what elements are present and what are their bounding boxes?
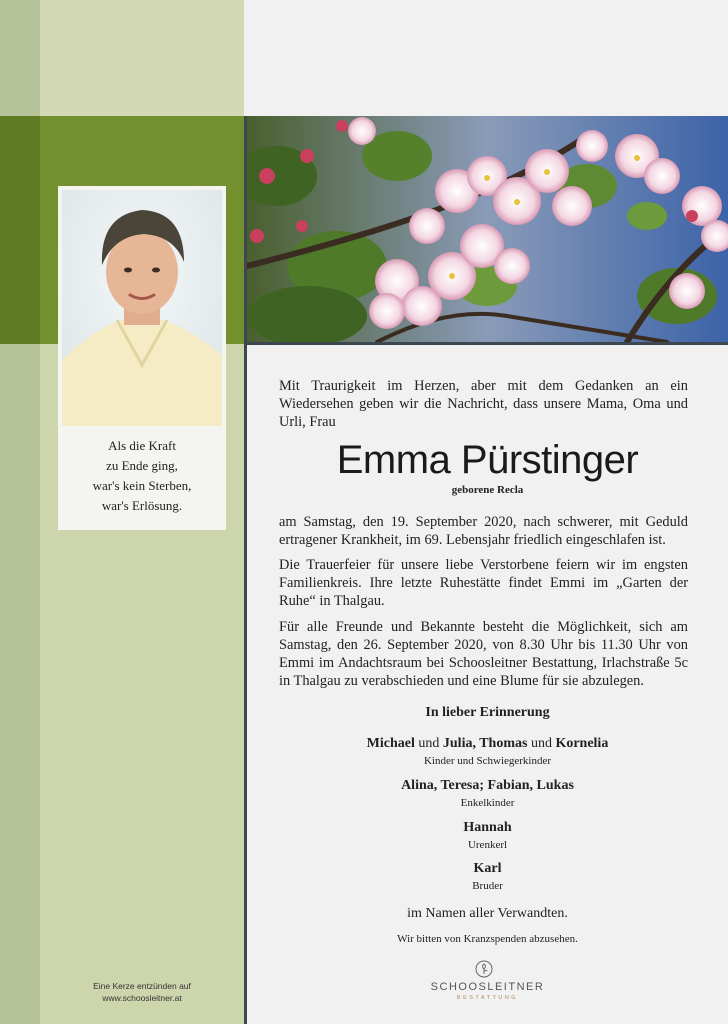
logo-name: SCHOOSLEITNER — [430, 981, 545, 993]
deceased-name: Emma Pürstinger — [336, 438, 639, 482]
great-grandchild-relation: Urenkerl — [467, 839, 508, 851]
quote-line: war's kein Sterben, — [92, 478, 192, 493]
candle-footer — [40, 980, 244, 1004]
memory-heading: In lieber Erinnerung — [425, 705, 550, 720]
child-name: Michael — [366, 736, 415, 751]
memorial-quote — [58, 436, 226, 516]
top-white-area — [247, 0, 728, 116]
child-name: Julia, Thomas — [442, 736, 528, 751]
great-grandchild-name: Hannah — [463, 820, 512, 835]
portrait-photo — [62, 190, 222, 426]
brother-name: Karl — [473, 861, 502, 876]
wreath-request: Wir bitten von Kranzspenden abzusehen. — [397, 933, 578, 945]
candle-text: Eine Kerze entzünden auf — [93, 981, 191, 991]
maiden-name: geborene Recla — [451, 484, 524, 496]
quote-line: Als die Kraft — [108, 438, 176, 453]
children-names — [247, 736, 728, 752]
candle-link[interactable]: www.schoosleitner.at — [102, 993, 182, 1003]
quote-line: zu Ende ging, — [106, 458, 178, 473]
horizontal-divider — [244, 342, 728, 345]
conjunction: und — [527, 736, 556, 751]
olive-dark-strip — [0, 116, 40, 344]
grandchildren-relation: Enkelkinder — [460, 797, 515, 809]
grandchildren-names: Alina, Teresa; Fabian, Lukas — [401, 778, 574, 793]
logo-subtitle: BESTATTUNG — [456, 995, 519, 1001]
apple-blossom-photo — [247, 116, 728, 342]
quote-line: war's Erlösung. — [101, 498, 183, 513]
children-relation: Kinder und Schwiegerkinder — [423, 755, 552, 767]
death-paragraph: am Samstag, den 19. September 2020, nach schwerer, mit Geduld ertragener Krankheit, im 69. Lebensjahr friedlich eingeschlafen ist. — [279, 514, 688, 548]
closing-line: im Namen aller Verwandten. — [407, 906, 568, 921]
funeral-paragraph: Die Trauerfeier für unsere liebe Verstorbene feiern wir im engsten Familienkreis. Ihre letzte Ruhestätte findet Emmi im „Garten der Ruhe“ in Thalgau. — [279, 557, 688, 609]
brother-relation: Bruder — [472, 880, 503, 892]
farewell-paragraph: Für alle Freunde und Bekannte besteht die Möglichkeit, sich am Samstag, den 26. September 2020, von 8.30 Uhr bis 11.30 Uhr von Emmi im Andachtsraum bei Schoosleitner Bestattung, Irlachstraße 5c in Thalgau zu verabschieden und eine Blume für sie abzulegen. — [279, 619, 688, 689]
intro-paragraph: Mit Traurigkeit im Herzen, aber mit dem Gedanken an ein Wiedersehen geben wir die Nachricht, dass unsere Mama, Oma und Urli, Frau — [279, 378, 688, 430]
conjunction: und — [414, 736, 443, 751]
rose-logo-icon — [475, 960, 493, 978]
child-name: Kornelia — [555, 736, 609, 751]
